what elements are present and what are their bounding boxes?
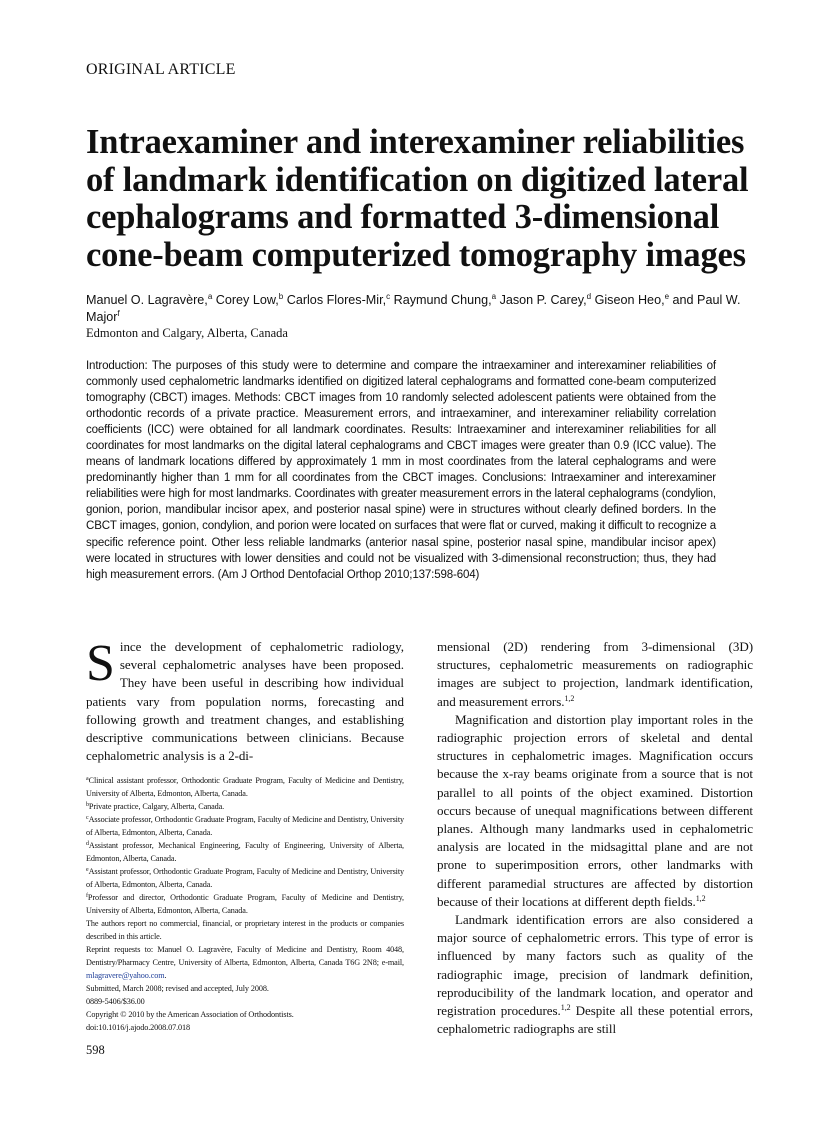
footnote [86,813,404,839]
footnote-mark: b [86,802,89,808]
paragraph-text: Landmark identification errors are also considered a major source of cephalometric errors. This type of error is influenced by many factors such as quality of the radiographic image, precision of landmark definition, reproducibility of the landmark location, and operator and registration procedures. [437,912,753,1019]
footnote-mark: d [86,841,89,847]
author-affiliation-mark: e [664,292,670,301]
body-paragraph [437,638,753,711]
conflict-statement: The authors report no commercial, financial, or proprietary interest in the products or companies described in this article. [86,919,404,941]
footnote-text: Assistant professor, Mechanical Engineering, Faculty of Engineering, University of Alberta, Edmonton, Alberta, Canada. [86,841,404,863]
abstract: Introduction: The purposes of this study were to determine and compare the intraexaminer and interexaminer reliabilities of commonly used cephalometric landmarks identified on digitized lateral cephalograms and formatted cone-beam computerized tomography (CBCT) images. Methods: CBCT images from 10 randomly selected adolescent patients were obtained from the orthodontic records of a private practice. Measurement errors, and intraexaminer, and interexaminer reliability correlation coefficients (ICC) were obtained for all landmark coordinates. Results: Intraexaminer and interexaminer reliabilities for all coordinates for most landmarks on the digital lateral cephalograms and CBCT images were greater than 0.9 (ICC value). The means of landmark locations differed by approximately 1 mm in most coordinates from the lateral cephalograms and were predominantly higher than 1 mm for all coordinates from the CBCT images. Conclusions: Intraexaminer and interexaminer reliabilities were high for most landmarks. Coordinates with greater measurement errors in the lateral cephalograms (condylion, gonion, porion, mandibular incisor apex, and posterior nasal spine) were in structures without clearly defined borders. In the CBCT images, gonion, condylion, and porion were located on surfaces that were flat or curved, making it difficult to recognize a specific reference point. Other less reliable landmarks (anterior nasal spine, posterior nasal spine, mandibular incisor apex) were located in structures with lower densities and could not be visualized with 3-dimensional reconstruction; thus, they had high measurement errors. (Am J Orthod Dentofacial Orthop 2010;137:598-604) [86,360,716,581]
author-name: Giseon Heo, [594,293,665,307]
author-list [86,292,746,326]
copyright-notice: Copyright © 2010 by the American Association of Orthodontists. [86,1010,294,1019]
citation-ref: 1,2 [560,1003,571,1013]
body-paragraph [437,911,753,1038]
drop-cap: S [86,635,115,692]
paragraph-text: Magnification and distortion play important roles in the radiographic projection errors of skeletal and dental structures in cephalometric images. Magnification occurs because the x-ray beams originate from a source that is not parallel to all points of the object examined. Distortion occurs because of unequal magnifications between different planes. Although many landmarks used in cephalometric analysis are located in the midsagittal plane and are not prone to superimposition errors, other landmarks with different paramedial structures are affected by distortion because of their locations at different depth fields. [437,711,753,909]
footnote [86,891,404,917]
email-link[interactable]: mlagravere@yahoo.com [86,971,165,980]
footnote [86,865,404,891]
body-paragraph [437,711,753,911]
footnote-mark: f [86,893,88,899]
author-affiliation-mark: b [278,292,284,301]
author-name: and Paul W. Major [86,293,741,324]
footnote [86,800,404,813]
footnote-text: Associate professor, Orthodontic Graduate Program, Faculty of Medicine and Dentistry, University of Alberta, Edmonton, Alberta, Canada. [86,815,404,837]
footnote [86,839,404,865]
reprint-text-end: . [164,971,167,980]
author-affiliation-mark: c [386,292,391,301]
body-column-left [86,635,404,765]
author-affiliation-mark: a [207,292,213,301]
footnote [86,774,404,800]
section-label: ORIGINAL ARTICLE [86,61,236,78]
author-name: Raymund Chung, [393,293,492,307]
author-location: Edmonton and Calgary, Alberta, Canada [86,326,288,340]
author-affiliation-mark: d [586,292,592,301]
author-name: Jason P. Carey, [499,293,587,307]
reprint-text: Reprint requests to: Manuel O. Lagravère, Faculty of Medicine and Dentistry, Room 4048, Dentistry/Pharmacy Centre, University of Alberta, Edmonton, Alberta, Canada T6G 2N8; e-mail, [86,945,404,967]
page-number: 598 [86,1043,105,1057]
article-title: Intraexaminer and interexaminer reliabilities of landmark identification on digitized lateral cephalograms and formatted 3-dimensional cone-beam computerized tomography images [86,123,749,274]
footnote-mark: c [86,815,89,821]
paragraph-text: Despite all these potential errors, cephalometric radiographs are still [437,1003,753,1037]
paragraph-text: ince the development of cephalometric radiology, several cephalometric analyses have been proposed. They have been useful in describing how individual patients vary from population norms, forecasting and following growth and treatment changes, and establishing descriptive communications between clinicians. Because cephalometric analysis is a 2-di- [86,639,404,764]
footnotes [86,774,404,1034]
body-paragraph [86,635,404,765]
footnote-text: Private practice, Calgary, Alberta, Canada. [88,802,225,811]
author-name: Manuel O. Lagravère, [86,293,208,307]
author-affiliation-mark: a [491,292,497,301]
body-column-right [437,638,753,1038]
doi[interactable]: doi:10.1016/j.ajodo.2008.07.018 [86,1023,191,1032]
footnote-text: Assistant professor, Orthodontic Graduate Program, Faculty of Medicine and Dentistry, University of Alberta, Edmonton, Alberta, Canada. [86,867,404,889]
citation-ref: 1,2 [564,693,575,703]
footnote-mark: e [86,867,89,873]
footnote-text: Clinical assistant professor, Orthodontic Graduate Program, Faculty of Medicine and Dentistry, University of Alberta, Edmonton, Alberta, Canada. [86,776,404,798]
footnote-mark: a [86,776,89,782]
author-name: Carlos Flores-Mir, [286,293,387,307]
citation-ref: 1,2 [695,893,706,903]
submission-dates: Submitted, March 2008; revised and accepted, July 2008. [86,984,269,993]
author-name: Corey Low, [215,293,279,307]
author-affiliation-mark: f [117,309,120,318]
issn-price: 0889-5406/$36.00 [86,997,145,1006]
paragraph-text: mensional (2D) rendering from 3-dimensional (3D) structures, cephalometric measurements on radiographic images are subject to projection, landmark identification, and measurement errors. [437,639,753,709]
reprint-requests [86,943,404,982]
footnote-text: Professor and director, Orthodontic Graduate Program, Faculty of Medicine and Dentistry, University of Alberta, Edmonton, Alberta, Canada. [86,893,404,915]
